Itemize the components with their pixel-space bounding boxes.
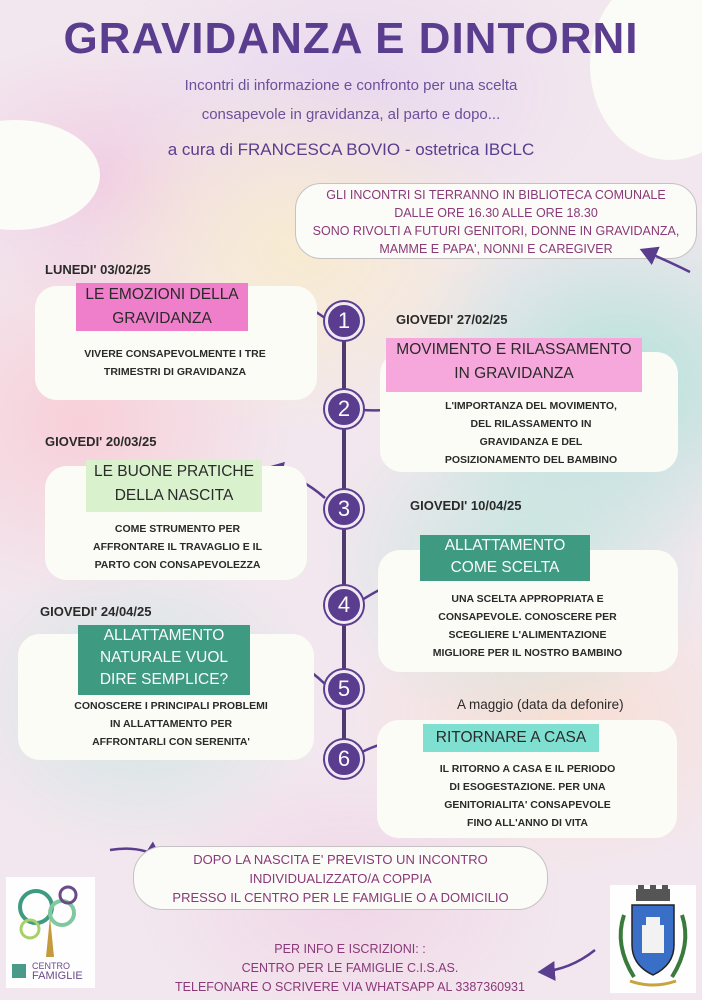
meeting-3-title: LE BUONE PRATICHE DELLA NASCITA <box>86 460 262 512</box>
timeline-node-2: 2 <box>325 390 363 428</box>
timeline-node-6: 6 <box>325 740 363 778</box>
meeting-3-desc: COME STRUMENTO PER AFFRONTARE IL TRAVAGLIO E IL PARTO CON CONSAPEVOLEZZA <box>93 523 262 571</box>
contact-line-3: TELEFONARE O SCRIVERE VIA WHATSAPP AL 3387360931 <box>175 980 525 994</box>
subtitle-line-1: Incontri di informazione e confronto per una scelta <box>184 77 518 94</box>
meeting-1-desc: VIVERE CONSAPEVOLMENTE I TRE TRIMESTRI DI GRAVIDANZA <box>84 348 266 378</box>
after-birth-line-1: DOPO LA NASCITA E' PREVISTO UN INCONTRO <box>193 852 488 867</box>
meeting-5-date: GIOVEDI' 24/04/25 <box>40 604 152 619</box>
after-birth-box <box>133 846 548 910</box>
meeting-1-date: LUNEDI' 03/02/25 <box>45 262 151 277</box>
meeting-2-title: MOVIMENTO E RILASSAMENTO IN GRAVIDANZA <box>386 338 642 392</box>
info-line-1: GLI INCONTRI SI TERRANNO IN BIBLIOTECA COMUNALE <box>326 188 666 202</box>
curator: a cura di FRANCESCA BOVIO - ostetrica IBCLC <box>167 140 535 159</box>
meeting-6-date: A maggio (data da defonire) <box>457 697 624 712</box>
timeline-node-5: 5 <box>325 670 363 708</box>
meeting-5-title: ALLATTAMENTO NATURALE VUOL DIRE SEMPLICE? <box>78 625 250 695</box>
page-title: GRAVIDANZA E DINTORNI <box>63 14 639 63</box>
meeting-6-title: RITORNARE A CASA <box>423 724 599 752</box>
meeting-2-desc: L'IMPORTANZA DEL MOVIMENTO, DEL RILASSAMENTO IN GRAVIDANZA E DEL POSIZIONAMENTO DEL BAMBINO <box>444 400 618 466</box>
info-line-4: MAMME E PAPA', NONNI E CAREGIVER <box>379 242 613 256</box>
meeting-4-date: GIOVEDI' 10/04/25 <box>410 498 522 513</box>
meeting-3-date: GIOVEDI' 20/03/25 <box>45 434 157 449</box>
logo-left-text: CENTRO FAMIGLIE <box>32 961 83 982</box>
meeting-5-desc: CONOSCERE I PRINCIPALI PROBLEMI IN ALLATTAMENTO PER AFFRONTARLI CON SERENITA' <box>74 700 268 748</box>
family-tree-icon <box>6 877 95 961</box>
timeline-node-4: 4 <box>325 586 363 624</box>
meeting-6-desc: IL RITORNO A CASA E IL PERIODO DI ESOGESTAZIONE. PER UNA GENITORIALITA' CONSAPEVOLE FINO ALL'ANNO DI VITA <box>439 763 616 829</box>
info-line-3: SONO RIVOLTI A FUTURI GENITORI, DONNE IN GRAVIDANZA, <box>312 224 680 238</box>
family-tree-logo-icon <box>6 877 95 988</box>
contact-line-1: PER INFO E ISCRIZIONI: : <box>274 942 426 956</box>
after-birth-line-2: INDIVIDUALIZZATO/A COPPIA <box>249 871 432 886</box>
contact-line-2: CENTRO PER LE FAMIGLIE C.I.S.AS. <box>241 961 459 975</box>
meeting-1-title: LE EMOZIONI DELLA GRAVIDANZA <box>76 283 248 331</box>
coat-of-arms-icon <box>610 885 696 993</box>
timeline-node-1: 1 <box>325 302 363 340</box>
timeline-node-3: 3 <box>325 490 363 528</box>
arrow-info <box>642 250 690 272</box>
info-line-2: DALLE ORE 16.30 ALLE ORE 18.30 <box>394 206 598 220</box>
meeting-2-date: GIOVEDI' 27/02/25 <box>396 312 508 327</box>
subtitle-line-2: consapevole in gravidanza, al parto e dopo... <box>201 106 501 123</box>
meeting-4-title: ALLATTAMENTO COME SCELTA <box>420 535 590 581</box>
contact-info <box>130 940 570 997</box>
meeting-4-desc: UNA SCELTA APPROPRIATA E CONSAPEVOLE. CONOSCERE PER SCEGLIERE L'ALIMENTAZIONE MIGLIORE PER IL NOSTRO BAMBINO <box>432 593 623 659</box>
after-birth-line-3: PRESSO IL CENTRO PER LE FAMIGLIE O A DOMICILIO <box>172 890 509 905</box>
